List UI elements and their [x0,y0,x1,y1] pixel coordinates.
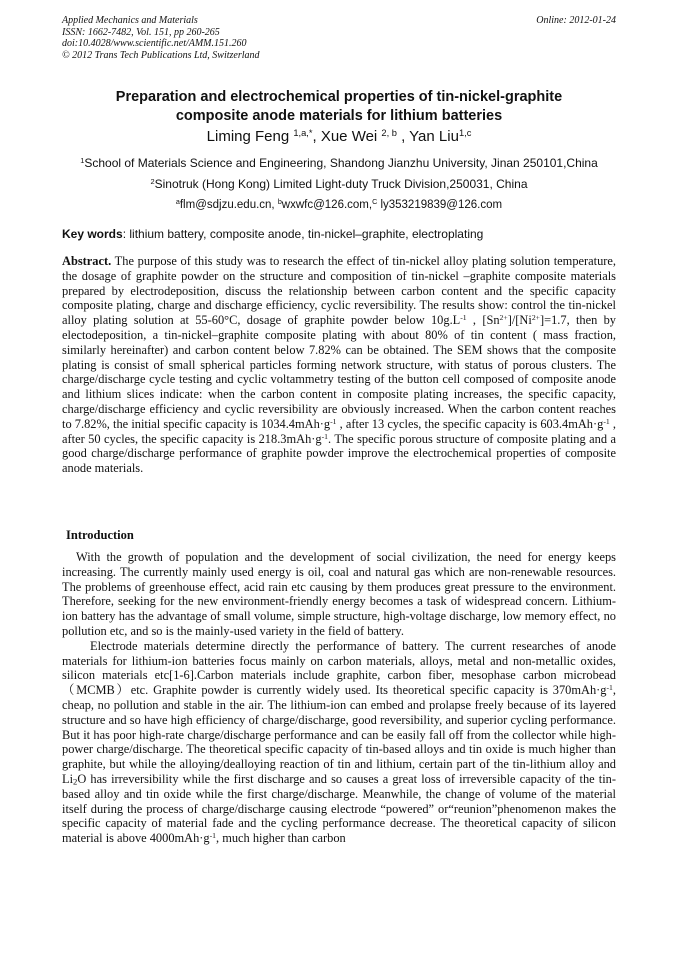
abstract-text: , after 50 cycles, the specific capacity is 218.3mAh·g [62,416,616,446]
superscript: -1 [460,312,467,322]
superscript: -1 [209,830,217,840]
affiliation-2-text: Sinotruk (Hong Kong) Limited Light-duty Truck Division,250031, China [154,177,528,191]
author-1-affil: 1,a,* [293,127,313,138]
abstract-text: ]=1.7, then by electodeposition, a tin-nickel–graphite composite plating with about 80% of tin content ( mass fraction, similarly hereinafter) and carbon content below 7.82% can be obtained. The SEM shows that the composite plating is consist of small spherical particles forming network structure, with status of porous clusters. The charge/discharge cycle testing and cyclic voltammetry testing of the button cell composed of composite anode and lithium slices indicate: when the carbon content in composite plating increases, the specific capacity, charge/discharge efficiency and cyclic reversibility are obviously increased. When the carbon content reaches to 7.82%, the initial specific capacity is 1034.4mAh·g [62,313,616,431]
affiliation-2 [0,177,678,191]
paper-title [62,88,616,126]
email-a-marker: a [175,198,180,207]
email-c: ly353219839@126.com [377,199,503,211]
section-heading-introduction: Introduction [66,528,134,542]
email-b: wxwfc@126.com, [281,199,373,211]
email-b-marker: b [277,198,282,207]
paragraph-text: O has irreversibility while the first discharge and so causes a great loss of irreversible capacity of the tin-based alloy and tin oxide while the first charge/discharge. Meanwhile, the change of volume of the material itself during the process of charge/discharge causing electrode “powered” or“reunion”phenomenon makes the specific capacity of material fade and the cycling performance decrease. The theoretical capacity of silicon material is above 4000mAh·g [62,771,616,846]
affiliation-2-marker: 2 [150,176,155,186]
superscript: -1 [330,416,337,426]
author-1: Liming Feng [206,128,294,145]
title-line-2: composite anode materials for lithium batteries [175,108,503,124]
doi-line: doi:10.4028/www.scientific.net/AMM.151.260 [62,38,247,49]
paragraph: With the growth of population and the development of social civilization, the need for energy keeps increasing. The currently mainly used energy is oil, coal and natural gas which are non-renewable resources. The problems of greenhouse effect, acid rain etc causing by them produces great pressure to the environment. Therefore, seeking for the new environment-friendly energy becomes a task of widespread concern. Lithium-ion battery has the advantage of small volume, simple structure, high-voltage discharge, low memory effect, no pollution etc, and so is the mainly-used variety in the field of battery. [62,550,616,638]
paragraph-text: , cheap, no pollution and stable in the air. The lithium-ion can embed and prolapse freely because of its layered structure and so have high efficiency of charge/discharge, good reversibility, and superior cycling performance. But it has poor high-rate charge/discharge performance and can be easily fall off from the collector while high-power charge/discharge. The theoretical specific capacity of tin-based alloys and tin oxide is much higher than graphite, but while the alloying/dealloying reaction of tin and lithium, certain part of the tin-lithium alloy and Li [62,683,616,786]
keywords-label: Key words [62,227,123,241]
affiliation-1-text: School of Materials Science and Engineering, Shandong Jianzhu University, Jinan 250101,China [84,156,598,170]
author-3-affil: 1,c [458,127,472,138]
abstract-text: ]/[Ni [507,313,532,328]
journal-header [62,15,616,61]
author-separator: , Xue Wei [312,128,382,145]
abstract [62,254,616,476]
author-emails [0,199,678,211]
paragraph [62,639,616,846]
author-separator: , Yan Liu [396,128,459,145]
subscript: 2 [73,776,78,787]
email-a: flm@sdjzu.edu.cn, [179,199,278,211]
superscript: -1 [606,682,613,692]
superscript: 2+ [531,312,540,322]
keywords-text: : lithium battery, composite anode, tin-nickel–graphite, electroplating [122,227,484,241]
author-2-affil: 2, b [381,127,397,138]
introduction-body [62,550,616,846]
email-c-marker: C [372,198,378,207]
online-date: Online: 2012-01-24 [536,15,616,26]
affiliation-1-marker: 1 [80,155,85,165]
title-line-1: Preparation and electrochemical properties of tin-nickel-graphite [115,89,563,105]
superscript: -1 [321,431,328,441]
abstract-label: Abstract. [62,254,112,268]
superscript: 2+ [499,312,508,322]
superscript: -1 [603,416,610,426]
abstract-text: . The specific porous structure of composite plating and a good charge/discharge performance of graphite powder improve the electrochemical properties of composite anode materials. [62,431,616,476]
affiliation-1 [0,156,678,170]
journal-name: Applied Mechanics and Materials [62,15,198,26]
abstract-text: The purpose of this study was to research the effect of tin-nickel alloy plating solution temperature, the dosage of graphite powder on the structure and composition of tin-nickel –graphite composite materials prepared by electrodeposition, discuss the relationship between carbon content and the specific capacity composite plating, charge and discharge efficiency, cyclic reversibility. The results show: control the tin-nickel alloy plating solution at 55-60°C, dosage of graphite powder below 10g.L [62,254,616,328]
copyright-line: © 2012 Trans Tech Publications Ltd, Switzerland [62,49,260,61]
abstract-text: , after 13 cycles, the specific capacity is 603.4mAh·g [336,416,604,431]
paragraph-text: , much higher than carbon [216,831,346,846]
keywords [62,227,616,241]
abstract-text: , [Sn [466,313,500,328]
issn-line: ISSN: 1662-7482, Vol. 151, pp 260-265 [62,26,220,38]
author-list [0,128,678,145]
paragraph-text: Electrode materials determine directly the performance of battery. The current researches of anode materials for lithium-ion batteries focus mainly on carbon materials, alloys, metal and non-metallic oxides, silicon materials etc[1-6].Carbon materials include graphite, carbon fiber, mesophase carbon microbead（MCMB）etc. Graphite powder is currently widely used. Its theoretical specific capacity is 370mAh·g [62,638,616,698]
